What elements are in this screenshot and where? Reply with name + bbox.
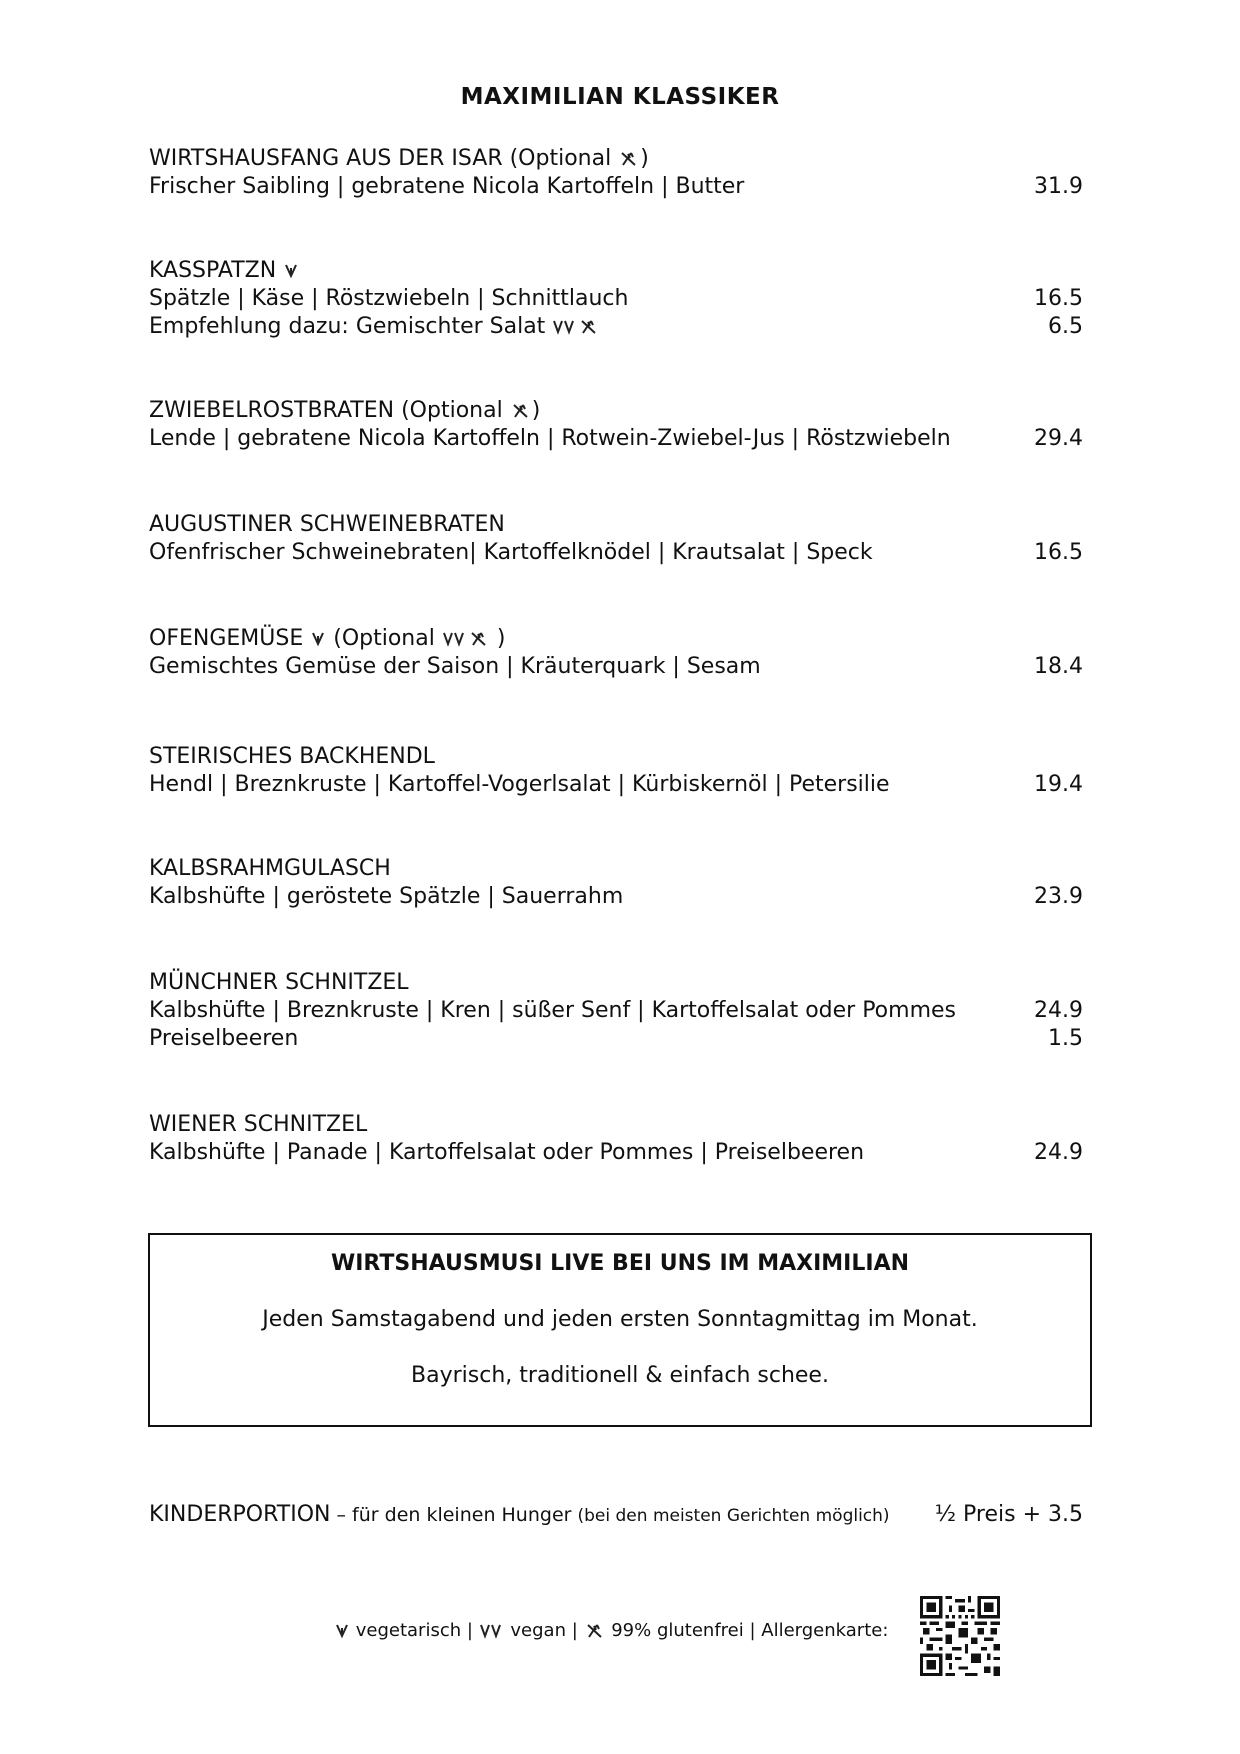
legend-separator: |: [461, 1620, 479, 1641]
dish-name-close: ): [496, 626, 506, 651]
notice-line: Bayrisch, traditionell & einfach schee.: [411, 1363, 829, 1388]
dish-name: OFENGEMÜSE: [149, 626, 304, 651]
dish-description: Gemischtes Gemüse der Saison | Kräuterquark | Sesam: [149, 654, 761, 679]
dish-price: 24.9: [1034, 1140, 1083, 1165]
vegetarian-icon: [335, 1622, 349, 1640]
dish-name: STEIRISCHES BACKHENDL: [149, 744, 435, 769]
dish-price: 1.5: [1048, 1026, 1083, 1051]
legend-separator: |: [565, 1620, 584, 1641]
notice-line: Jeden Samstagabend und jeden ersten Sonntagmittag im Monat.: [262, 1307, 978, 1332]
vegan-icon: [443, 630, 467, 648]
dish-name-close: ): [640, 146, 649, 171]
qr-code-icon[interactable]: [920, 1596, 1000, 1676]
kids-portion: [149, 1500, 1083, 1531]
dish-name: ZWIEBELROSTBRATEN (Optional: [149, 398, 503, 423]
dish-name: KALBSRAHMGULASCH: [149, 856, 391, 881]
dish-name: WIENER SCHNITZEL: [149, 1112, 368, 1137]
vegetarian-icon: [284, 262, 298, 280]
dish-description: Kalbshüfte | Breznkruste | Kren | süßer Senf | Kartoffelsalat oder Pommes: [149, 998, 956, 1023]
dish-description: Preiselbeeren: [149, 1026, 299, 1051]
legend-vegan: vegan: [510, 1620, 566, 1641]
dish-name: WIRTSHAUSFANG AUS DER ISAR (Optional: [149, 146, 612, 171]
dish-name: AUGUSTINER SCHWEINEBRATEN: [149, 512, 505, 537]
menu-title: MAXIMILIAN KLASSIKER: [460, 84, 780, 110]
gluten-free-icon: [579, 317, 599, 337]
dish-description: Hendl | Breznkruste | Kartoffel-Vogerlsalat | Kürbiskernöl | Petersilie: [149, 772, 890, 797]
dish-price: 29.4: [1034, 426, 1083, 451]
gluten-free-icon: [619, 149, 639, 169]
dish-price: 6.5: [1048, 314, 1083, 339]
dish-description: Frischer Saibling | gebratene Nicola Kartoffeln | Butter: [149, 174, 745, 199]
dish-price: 23.9: [1034, 884, 1083, 909]
gluten-free-icon: [469, 629, 489, 649]
kids-portion-subtitle: – für den kleinen Hunger: [330, 1504, 578, 1526]
dish-name: MÜNCHNER SCHNITZEL: [149, 970, 409, 995]
dish-name-optional: (Optional: [333, 626, 435, 651]
vegan-icon: [480, 1622, 504, 1640]
dish-price: 16.5: [1034, 540, 1083, 565]
live-music-notice: [148, 1233, 1092, 1427]
dish-price: 16.5: [1034, 286, 1083, 311]
dish-description: Empfehlung dazu: Gemischter Salat: [149, 314, 546, 339]
legend-allergen: Allergenkarte:: [761, 1620, 889, 1641]
symbol-legend: [334, 1616, 888, 1646]
vegan-icon: [553, 318, 577, 336]
dish-price: 24.9: [1034, 998, 1083, 1023]
vegetarian-icon: [311, 630, 325, 648]
dish-description: Spätzle | Käse | Röstzwiebeln | Schnittlauch: [149, 286, 629, 311]
dish-description: Lende | gebratene Nicola Kartoffeln | Rotwein-Zwiebel-Jus | Röstzwiebeln: [149, 426, 951, 451]
legend-separator: |: [743, 1620, 762, 1641]
dish-description: Kalbshüfte | geröstete Spätzle | Sauerrahm: [149, 884, 624, 909]
dish-name: KASSPATZN: [149, 258, 277, 283]
kids-portion-price: ½ Preis + 3.5: [934, 1502, 1083, 1527]
dish-price: 18.4: [1034, 654, 1083, 679]
kids-portion-note: (bei den meisten Gerichten möglich): [577, 1506, 890, 1526]
dish-description: Kalbshüfte | Panade | Kartoffelsalat oder Pommes | Preiselbeeren: [149, 1140, 865, 1165]
gluten-free-icon: [585, 1621, 605, 1641]
dish-description: Ofenfrischer Schweinebraten| Kartoffelknödel | Krautsalat | Speck: [149, 540, 873, 565]
dish-price: 31.9: [1034, 174, 1083, 199]
notice-title: WIRTSHAUSMUSI LIVE BEI UNS IM MAXIMILIAN: [330, 1251, 910, 1276]
dish-name-close: ): [531, 398, 541, 423]
legend-vegetarian: vegetarisch: [355, 1620, 462, 1641]
dish-price: 19.4: [1034, 772, 1083, 797]
legend-gluten-free: 99% glutenfrei: [611, 1620, 744, 1641]
gluten-free-icon: [511, 401, 531, 421]
kids-portion-label: KINDERPORTION: [149, 1502, 331, 1527]
